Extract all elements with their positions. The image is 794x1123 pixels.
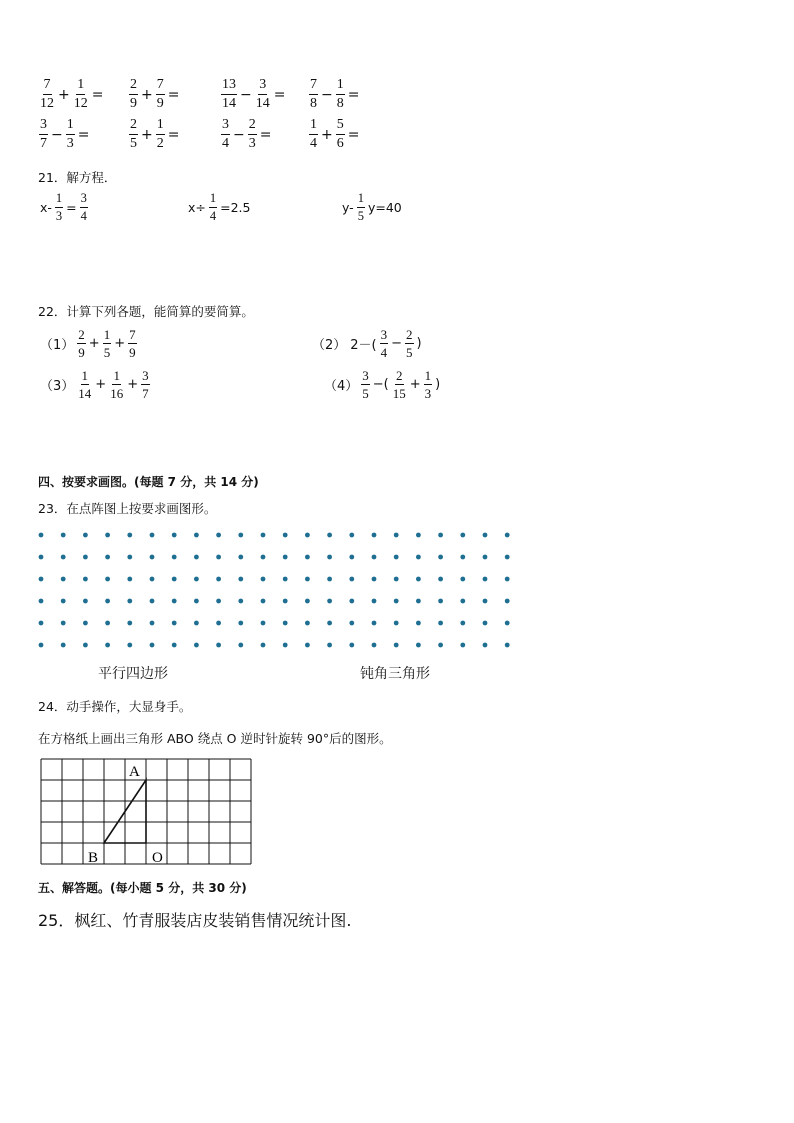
grid-dot — [83, 599, 88, 604]
grid-dot — [349, 555, 354, 560]
numerator: 2 — [248, 118, 257, 135]
grid-dot — [150, 643, 155, 648]
fraction — [141, 369, 150, 400]
part-label: （4） — [324, 379, 359, 394]
numerator: 2 — [396, 368, 403, 383]
grid-dot — [39, 577, 44, 582]
grid-dot — [283, 555, 288, 560]
grid-dot — [238, 621, 243, 626]
grid-dot — [105, 533, 110, 538]
operator: + — [95, 377, 107, 392]
fraction — [221, 78, 237, 111]
equals-sign: = — [347, 86, 360, 103]
grid-dot — [483, 643, 488, 648]
operator: + — [58, 86, 70, 103]
q22-title: 22．计算下列各题，能简算的要简算。 — [38, 304, 254, 319]
grid-dot — [150, 599, 155, 604]
grid-dot — [127, 643, 132, 648]
grid-dot — [261, 621, 266, 626]
grid-dot — [460, 643, 465, 648]
denominator: 16 — [110, 386, 124, 401]
expr-suffix: ) — [416, 336, 422, 351]
fraction — [309, 78, 318, 111]
grid-dot — [305, 599, 310, 604]
grid-dot — [238, 555, 243, 560]
grid-dot — [194, 577, 199, 582]
fraction — [380, 328, 389, 359]
equals-sign: = — [167, 126, 180, 143]
eq-prefix: x÷ — [188, 199, 206, 215]
denominator: 5 — [103, 345, 111, 360]
grid-dot — [238, 533, 243, 538]
dot-grid[interactable] — [30, 525, 520, 655]
fraction — [103, 328, 112, 359]
fraction-exercise — [128, 78, 181, 111]
grid-dot — [83, 533, 88, 538]
grid-dot — [172, 533, 177, 538]
fraction — [129, 118, 138, 151]
grid-dot — [505, 533, 510, 538]
section-5-heading: 五、解答题。(每小题 5 分，共 30 分) — [38, 881, 247, 895]
grid-dot — [327, 533, 332, 538]
grid-dot — [261, 533, 266, 538]
grid-dot — [127, 533, 132, 538]
grid-dot — [438, 621, 443, 626]
grid-dot — [194, 599, 199, 604]
eq-prefix: y- — [342, 199, 354, 215]
grid-dot — [283, 621, 288, 626]
grid-dot — [483, 555, 488, 560]
grid-dot — [305, 621, 310, 626]
denominator: 14 — [222, 96, 236, 111]
denominator: 15 — [392, 386, 406, 401]
grid-dot — [39, 621, 44, 626]
fraction-exercise — [38, 118, 91, 151]
fraction — [221, 118, 230, 151]
expr-prefix: 2－( — [350, 338, 377, 353]
denominator: 8 — [310, 96, 317, 111]
q25-title: 25．枫红、竹青服装店皮装销售情况统计图. — [38, 911, 352, 930]
equation-2 — [186, 192, 252, 222]
fraction — [392, 369, 407, 400]
grid-dot — [39, 643, 44, 648]
q24-instruction: 在方格纸上画出三角形 ABO 绕点 O 逆时针旋转 90°后的图形。 — [38, 731, 392, 746]
operator: + — [409, 377, 421, 392]
denominator: 4 — [310, 136, 317, 151]
grid-dot — [127, 555, 132, 560]
point-b-label: B — [88, 850, 99, 866]
grid-dot — [483, 577, 488, 582]
grid-dot — [150, 577, 155, 582]
fraction — [357, 192, 365, 222]
fraction — [336, 78, 345, 111]
denominator: 3 — [55, 208, 63, 223]
grid-dot — [416, 643, 421, 648]
grid-dot — [460, 577, 465, 582]
denominator: 8 — [336, 96, 344, 111]
grid-dot — [216, 555, 221, 560]
grid-dot — [105, 577, 110, 582]
grid-dot — [150, 533, 155, 538]
expr-infix: −( — [372, 377, 389, 392]
grid-dot — [216, 643, 221, 648]
equals-sign: = — [259, 126, 272, 143]
grid-dot — [305, 555, 310, 560]
grid-dot — [505, 599, 510, 604]
numerator: 2 — [129, 118, 138, 135]
grid-dot — [416, 577, 421, 582]
fraction — [39, 78, 55, 111]
equals-sign: = — [167, 86, 180, 103]
grid-dot — [127, 599, 132, 604]
denominator: 4 — [222, 136, 229, 151]
operator: + — [321, 126, 333, 143]
grid-dot — [460, 621, 465, 626]
numerator: 3 — [221, 118, 230, 135]
grid-dot — [349, 643, 354, 648]
grid-dot — [349, 533, 354, 538]
operator: − — [233, 126, 245, 143]
numerator: 1 — [156, 118, 165, 135]
denominator: 5 — [357, 208, 364, 223]
grid-dot — [460, 533, 465, 538]
fraction-exercise — [38, 78, 105, 111]
q22-part-3 — [38, 369, 151, 400]
grid-dot — [39, 533, 44, 538]
fraction — [361, 369, 370, 400]
part-label: （3） — [40, 379, 75, 394]
part-label: （1） — [40, 338, 75, 353]
grid-dot — [372, 577, 377, 582]
equals-sign: = — [66, 199, 77, 215]
grid-dot — [150, 555, 155, 560]
grid-dot — [505, 577, 510, 582]
denominator: 7 — [142, 386, 149, 401]
grid-dot — [105, 555, 110, 560]
grid-dot — [327, 599, 332, 604]
operator: + — [141, 86, 153, 103]
fraction-exercise — [308, 118, 361, 151]
point-o-label: O — [152, 850, 163, 866]
label-parallelogram: 平行四边形 — [98, 666, 168, 682]
grid-dot — [172, 577, 177, 582]
grid-dot — [372, 533, 377, 538]
denominator: 9 — [78, 345, 85, 360]
grid-dot — [505, 643, 510, 648]
equals-sign: = — [347, 126, 360, 143]
operator: − — [51, 126, 63, 143]
grid-dot — [438, 555, 443, 560]
denominator: 14 — [78, 386, 92, 401]
numerator: 7 — [309, 78, 318, 95]
grid-dot — [61, 577, 66, 582]
fraction — [80, 192, 88, 222]
fraction-exercise — [128, 118, 181, 151]
equation-1 — [38, 192, 89, 222]
fraction — [248, 118, 257, 151]
numerator: 1 — [76, 78, 85, 95]
grid-dot — [394, 643, 399, 648]
q24-title: 24．动手操作，大显身手。 — [38, 699, 192, 714]
grid-dot — [261, 555, 266, 560]
section-4-heading: 四、按要求画图。(每题 7 分，共 14 分) — [38, 475, 259, 489]
grid-dot — [194, 643, 199, 648]
denominator: 14 — [255, 96, 270, 111]
grid-dot — [61, 533, 66, 538]
numerator: 3 — [258, 78, 267, 95]
eq-suffix: =2.5 — [220, 199, 251, 215]
grid-dot — [61, 643, 66, 648]
numerator: 1 — [309, 118, 318, 135]
denominator: 9 — [129, 345, 136, 360]
grid-dot — [438, 599, 443, 604]
fraction — [77, 369, 92, 400]
grid-dot — [372, 643, 377, 648]
grid-dot — [194, 555, 199, 560]
grid-dot — [327, 621, 332, 626]
fraction — [156, 118, 165, 151]
grid-dot — [238, 577, 243, 582]
expr-suffix: ) — [435, 377, 441, 392]
q23-title: 23．在点阵图上按要求画图形。 — [38, 501, 217, 516]
grid-dot — [105, 599, 110, 604]
grid-dot — [83, 643, 88, 648]
equals-sign: = — [91, 86, 104, 103]
denominator: 2 — [156, 136, 164, 151]
operator: − — [240, 86, 252, 103]
q21-title: 21．解方程． — [38, 170, 117, 185]
grid-dot — [372, 555, 377, 560]
grid-dot — [394, 621, 399, 626]
numerator: 1 — [113, 368, 120, 383]
eq-prefix: x- — [40, 199, 52, 215]
operator: + — [141, 126, 153, 143]
eq-suffix: y=40 — [367, 199, 402, 215]
fraction — [55, 192, 63, 222]
grid-dot — [327, 555, 332, 560]
denominator: 4 — [80, 208, 87, 223]
grid-dot — [416, 555, 421, 560]
fraction — [77, 328, 86, 359]
grid-dot — [172, 643, 177, 648]
grid-dot — [127, 621, 132, 626]
grid-dot — [438, 643, 443, 648]
grid-dot — [83, 555, 88, 560]
grid-dot — [327, 643, 332, 648]
fraction — [424, 369, 433, 400]
grid-dot — [150, 621, 155, 626]
fraction — [156, 78, 165, 111]
grid-dot — [216, 621, 221, 626]
grid-dot — [127, 577, 132, 582]
q22-part-1 — [38, 328, 138, 359]
grid-dot — [194, 621, 199, 626]
grid-dot — [238, 643, 243, 648]
numerator: 7 — [156, 78, 165, 95]
grid-dot — [416, 599, 421, 604]
grid-dot — [349, 599, 354, 604]
fraction — [405, 328, 414, 359]
grid-dot — [216, 599, 221, 604]
grid-dot — [372, 599, 377, 604]
fraction — [309, 118, 318, 151]
grid-dot — [283, 599, 288, 604]
numerator: 3 — [362, 368, 369, 383]
fraction — [129, 78, 138, 111]
grid-dot — [394, 599, 399, 604]
grid-dot — [261, 643, 266, 648]
denominator: 6 — [336, 136, 344, 151]
grid-dot — [349, 577, 354, 582]
denominator: 9 — [156, 96, 164, 111]
grid-dot — [305, 577, 310, 582]
grid-dot — [172, 621, 177, 626]
fraction-exercise — [220, 118, 273, 151]
grid-dot — [460, 599, 465, 604]
fraction — [336, 118, 345, 151]
numerator: 1 — [66, 118, 75, 135]
denominator: 9 — [130, 96, 137, 111]
grid-dot — [283, 577, 288, 582]
denominator: 3 — [248, 136, 256, 151]
denominator: 4 — [380, 345, 388, 360]
grid-dot — [305, 533, 310, 538]
operator: + — [127, 377, 139, 392]
numerator: 2 — [129, 78, 138, 95]
q22-part-2 — [310, 328, 424, 359]
grid-dot — [216, 577, 221, 582]
numerator: 2 — [78, 327, 85, 342]
numerator: 5 — [336, 118, 345, 135]
numerator: 1 — [336, 78, 345, 95]
equals-sign: = — [273, 86, 286, 103]
grid-dot — [394, 577, 399, 582]
part-label: （2） — [312, 338, 347, 353]
grid-dot — [39, 599, 44, 604]
denominator: 5 — [130, 136, 137, 151]
grid-dot — [39, 555, 44, 560]
denominator: 3 — [424, 386, 432, 401]
fraction-exercise — [220, 78, 287, 111]
grid-dot — [172, 555, 177, 560]
denominator: 5 — [362, 386, 369, 401]
grid-dot — [483, 599, 488, 604]
grid-dot — [283, 643, 288, 648]
grid-dot — [83, 577, 88, 582]
q22-part-4 — [322, 369, 442, 400]
fraction — [255, 78, 271, 111]
point-a-label: A — [129, 764, 140, 780]
numerator: 13 — [221, 78, 237, 95]
grid-dot — [61, 621, 66, 626]
grid-dot — [327, 577, 332, 582]
grid-dot — [305, 643, 310, 648]
grid-dot — [372, 621, 377, 626]
equation-3 — [340, 192, 404, 222]
fraction — [66, 118, 75, 151]
denominator: 3 — [66, 136, 74, 151]
operator: + — [114, 336, 126, 351]
numerator: 1 — [209, 192, 217, 208]
grid-dot — [238, 599, 243, 604]
operator: − — [321, 86, 333, 103]
numerator: 7 — [129, 327, 136, 342]
denominator: 12 — [73, 96, 88, 111]
fraction-exercise — [308, 78, 361, 111]
grid-dot — [261, 577, 266, 582]
grid-dot — [61, 555, 66, 560]
numerator: 3 — [380, 327, 388, 342]
grid-dot — [438, 577, 443, 582]
numerator: 2 — [406, 327, 413, 342]
grid-dot — [283, 533, 288, 538]
denominator: 12 — [40, 96, 54, 111]
grid-dot — [483, 533, 488, 538]
grid-dot — [83, 621, 88, 626]
grid-dot — [216, 533, 221, 538]
numerator: 1 — [55, 192, 63, 208]
grid-dot — [416, 533, 421, 538]
grid-dot — [261, 599, 266, 604]
grid-dot — [194, 533, 199, 538]
numerator: 1 — [357, 192, 365, 208]
grid-dot — [61, 599, 66, 604]
fraction — [39, 118, 48, 151]
label-obtuse-triangle: 钝角三角形 — [360, 666, 430, 682]
numerator: 3 — [142, 368, 149, 383]
operator: − — [391, 336, 403, 351]
grid-dot — [394, 533, 399, 538]
operator: + — [88, 336, 100, 351]
grid-dot — [394, 555, 399, 560]
grid-dot — [416, 621, 421, 626]
square-grid[interactable] — [38, 756, 258, 871]
grid-dot — [483, 621, 488, 626]
grid-dot — [105, 643, 110, 648]
numerator: 1 — [103, 327, 111, 342]
denominator: 4 — [209, 208, 217, 223]
numerator: 3 — [39, 118, 48, 135]
numerator: 1 — [424, 368, 432, 383]
grid-dot — [505, 621, 510, 626]
numerator: 3 — [80, 192, 88, 208]
fraction — [109, 369, 124, 400]
fraction — [128, 328, 137, 359]
grid-dot — [505, 555, 510, 560]
fraction — [73, 78, 89, 111]
denominator: 5 — [406, 345, 413, 360]
numerator: 7 — [43, 78, 52, 95]
grid-dot — [105, 621, 110, 626]
equals-sign: = — [77, 126, 90, 143]
grid-dot — [172, 599, 177, 604]
grid-dot — [349, 621, 354, 626]
grid-dot — [438, 533, 443, 538]
numerator: 1 — [81, 368, 89, 383]
denominator: 7 — [40, 136, 47, 151]
fraction — [209, 192, 217, 222]
grid-dot — [460, 555, 465, 560]
